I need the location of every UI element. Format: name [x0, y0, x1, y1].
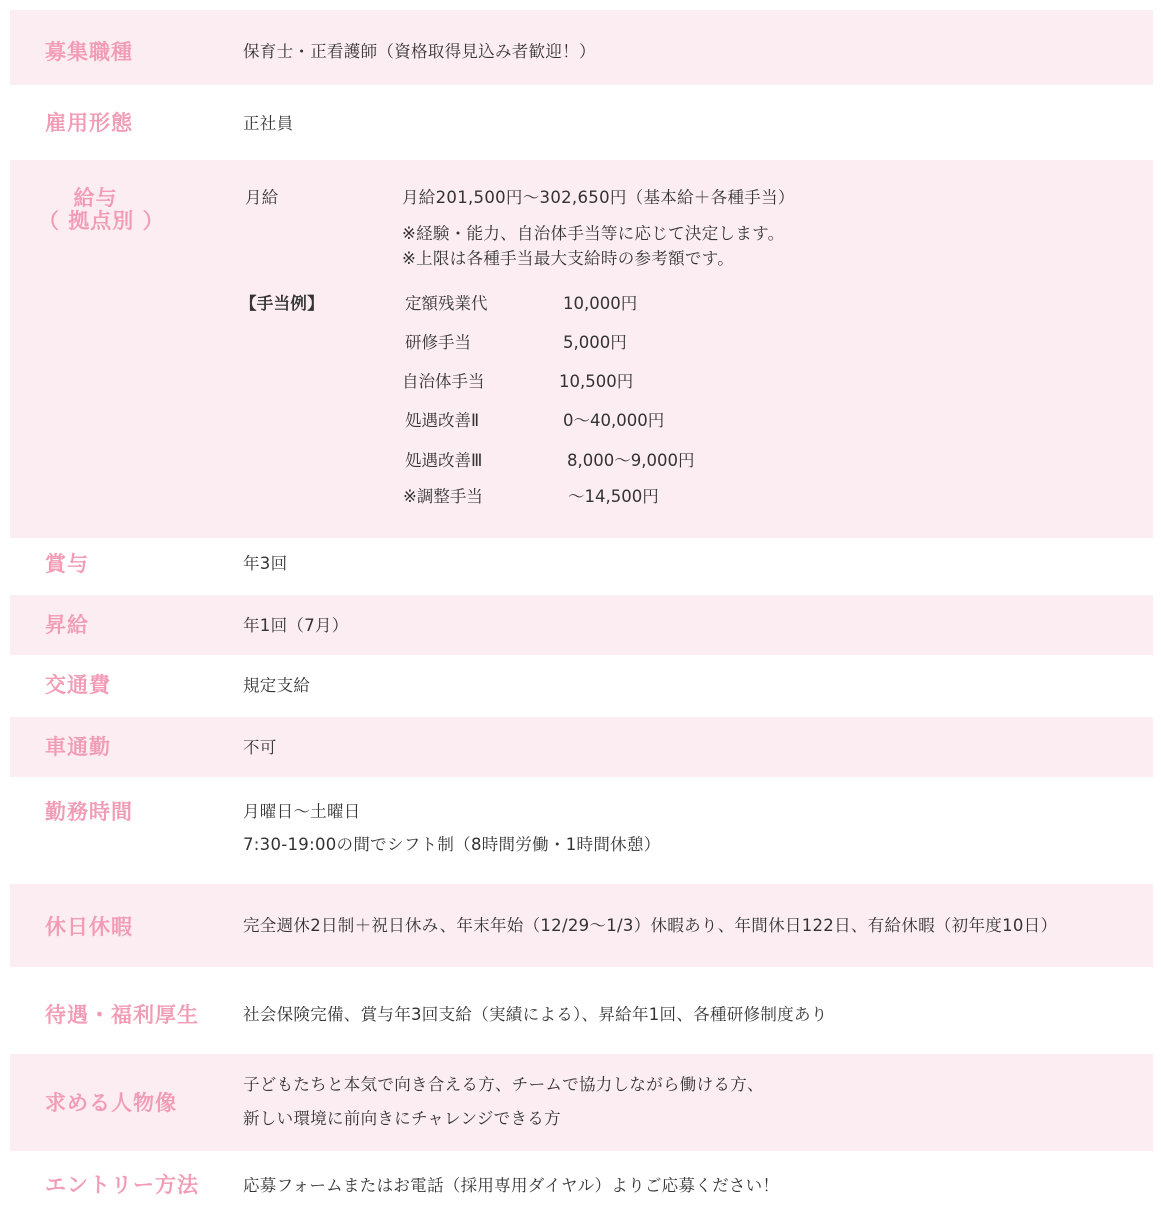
- value-benefits: 社会保険完備、賞与年3回支給（実績による）、昇給年1回、各種研修制度あり: [243, 1005, 828, 1024]
- label-benefits: 待遇・福利厚生: [45, 1003, 199, 1027]
- value-holidays: 完全週休2日制＋祝日休み、年末年始（12/29～1/3）休暇あり、年間休日122日、有給休暇（初年度10日）: [243, 916, 1058, 935]
- row-holidays: [10, 884, 1153, 967]
- allowance-name: 自治体手当: [402, 372, 485, 391]
- allowance-amount: 10,000円: [563, 294, 638, 313]
- label-salary-sub: （ 拠点別 ）: [38, 209, 165, 233]
- value-work-hours-line2: 7:30-19:00の間でシフト制（8時間労働・1時間休憩）: [243, 835, 661, 854]
- allowance-amount: 5,000円: [563, 333, 627, 352]
- row-transport: [10, 655, 1153, 717]
- label-car-commute: 車通勤: [45, 735, 111, 759]
- row-work-hours: [10, 777, 1153, 884]
- row-job-type: [10, 10, 1153, 85]
- label-employment: 雇用形態: [45, 111, 133, 135]
- allowance-amount: ～14,500円: [568, 487, 659, 506]
- allowance-name: 研修手当: [405, 333, 471, 352]
- row-employment: [10, 85, 1153, 160]
- salary-monthly-label: 月給: [245, 188, 279, 207]
- allowance-name: 処遇改善Ⅱ: [405, 411, 480, 430]
- salary-note-1: ※経験・能力、自治体手当等に応じて決定します。: [402, 224, 785, 243]
- value-entry: 応募フォームまたはお電話（採用専用ダイヤル）よりご応募ください！: [243, 1176, 780, 1195]
- salary-monthly-value: 月給201,500円～302,650円（基本給＋各種手当）: [402, 188, 795, 207]
- label-salary: 給与: [73, 186, 118, 210]
- label-holidays: 休日休暇: [45, 915, 133, 939]
- value-car-commute: 不可: [243, 738, 277, 757]
- salary-note-2: ※上限は各種手当最大支給時の参考額です。: [402, 249, 735, 268]
- allowance-name: 定額残業代: [405, 294, 488, 313]
- value-job-type: 保育士・正看護師（資格取得見込み者歓迎！）: [243, 42, 596, 61]
- label-bonus: 賞与: [45, 552, 89, 576]
- value-transport: 規定支給: [243, 676, 311, 695]
- label-ideal-candidate: 求める人物像: [45, 1091, 177, 1115]
- allowance-amount: 8,000～9,000円: [567, 451, 695, 470]
- allowance-amount: 10,500円: [559, 372, 634, 391]
- row-ideal-candidate: [10, 1054, 1153, 1151]
- row-entry: [10, 1151, 1153, 1217]
- allowance-label: 【手当例】: [240, 294, 324, 313]
- value-ideal-line1: 子どもたちと本気で向き合える方、チームで協力しながら働ける方、: [243, 1075, 764, 1094]
- allowance-name: ※調整手当: [403, 487, 483, 506]
- label-raise: 昇給: [45, 613, 89, 637]
- value-bonus: 年3回: [243, 554, 288, 573]
- row-raise: [10, 595, 1153, 655]
- row-car-commute: [10, 717, 1153, 777]
- label-transport: 交通費: [45, 673, 111, 697]
- label-entry: エントリー方法: [45, 1173, 199, 1197]
- label-job-type: 募集職種: [45, 40, 133, 64]
- row-benefits: [10, 967, 1153, 1054]
- value-raise: 年1回（7月）: [243, 616, 349, 635]
- value-employment: 正社員: [243, 114, 294, 133]
- value-ideal-line2: 新しい環境に前向きにチャレンジできる方: [243, 1109, 561, 1128]
- label-work-hours: 勤務時間: [45, 800, 133, 824]
- allowance-amount: 0～40,000円: [563, 411, 665, 430]
- row-bonus: [10, 538, 1153, 595]
- row-salary: [10, 160, 1153, 538]
- allowance-name: 処遇改善Ⅲ: [405, 451, 483, 470]
- value-work-hours-line1: 月曜日～土曜日: [243, 802, 361, 821]
